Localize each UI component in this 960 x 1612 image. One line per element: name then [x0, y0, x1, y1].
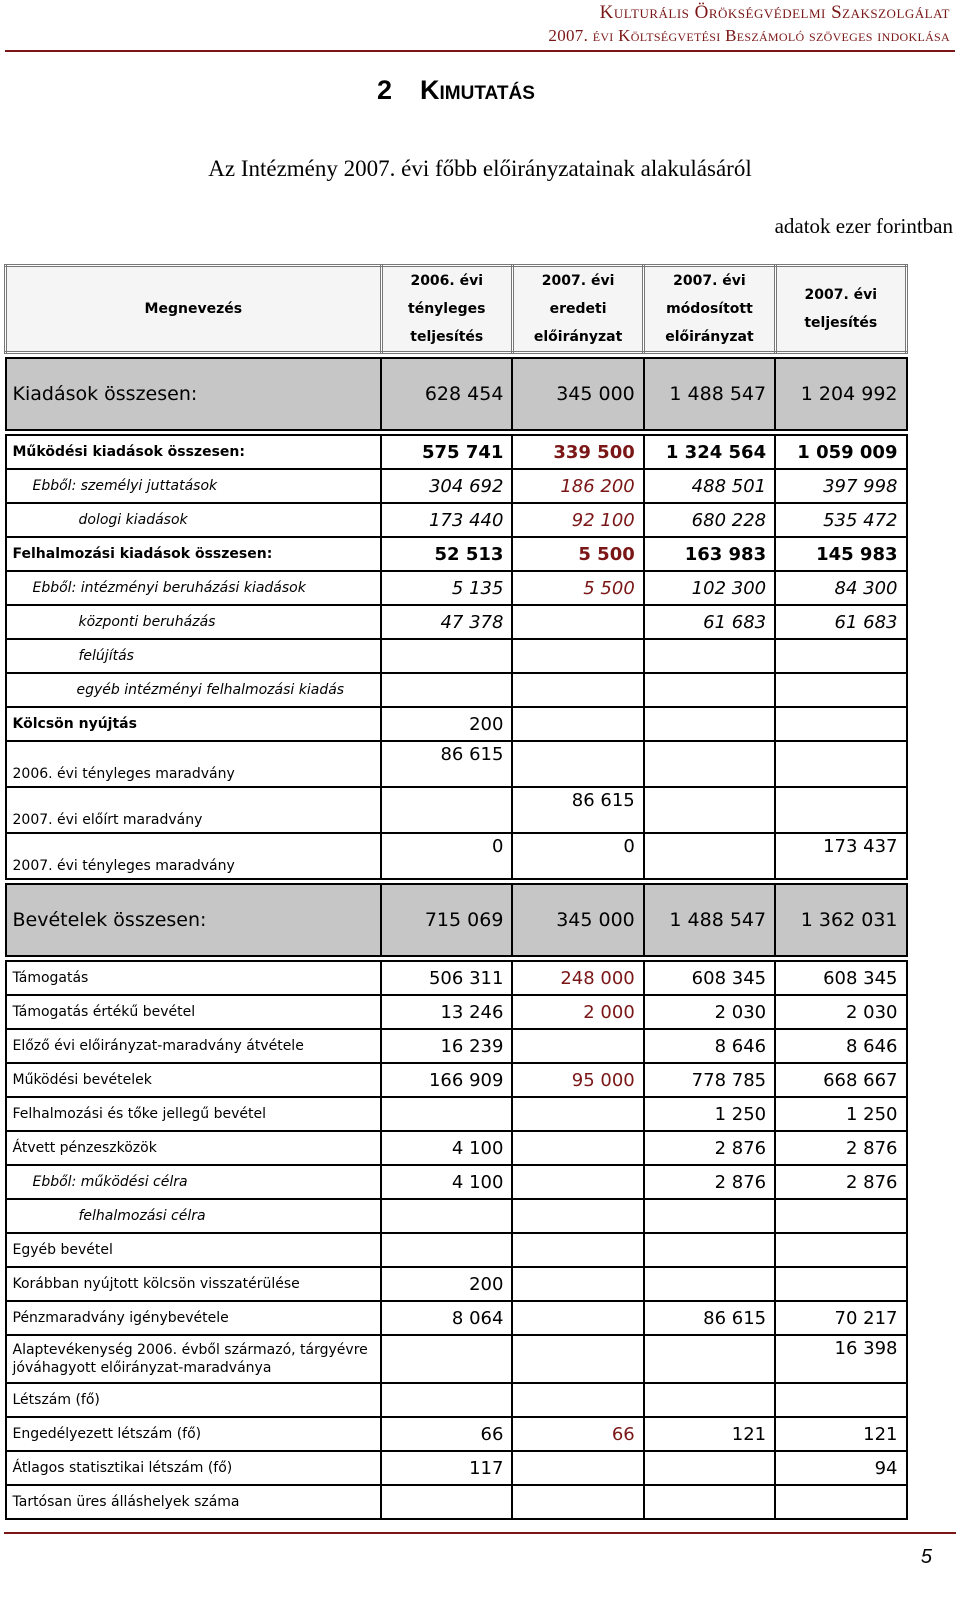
table-cell: 2 876	[644, 1131, 775, 1165]
table-cell: 608 345	[644, 961, 775, 995]
row-label: központi beruházás	[6, 605, 382, 639]
table-row	[6, 1233, 907, 1267]
table-cell: 2 876	[775, 1131, 906, 1165]
table-cell: 173 440	[381, 503, 512, 537]
table-cell	[644, 833, 775, 879]
table-cell: 8 064	[381, 1301, 512, 1335]
table-cell: 200	[381, 1267, 512, 1301]
table-cell: 2 876	[644, 1165, 775, 1199]
table-cell: 52 513	[381, 537, 512, 571]
table-cell: 488 501	[644, 469, 775, 503]
table-cell: 1 488 547	[644, 884, 775, 956]
row-label: Egyéb bevétel	[6, 1233, 382, 1267]
table-row	[6, 1029, 907, 1063]
table-cell	[644, 673, 775, 707]
table-cell	[512, 1199, 643, 1233]
table-row	[6, 707, 907, 741]
row-label: Tartósan üres álláshelyek száma	[6, 1485, 382, 1519]
table-cell: 1 324 564	[644, 435, 775, 469]
table-cell: 86 615	[381, 741, 512, 787]
col-header-2007-actual	[775, 266, 906, 353]
row-label: Ebből: működési célra	[6, 1165, 382, 1199]
table-cell	[644, 787, 775, 833]
table-cell	[775, 741, 906, 787]
table-cell	[644, 1383, 775, 1417]
table-cell: 66	[381, 1417, 512, 1451]
table-cell: 8 646	[644, 1029, 775, 1063]
table-cell: 5 135	[381, 571, 512, 605]
table-row	[6, 673, 907, 707]
table-row	[6, 503, 907, 537]
table-cell: 86 615	[512, 787, 643, 833]
table-cell: 145 983	[775, 537, 906, 571]
table-cell	[644, 639, 775, 673]
row-label: Pénzmaradvány igénybevétele	[6, 1301, 382, 1335]
table-row	[6, 1335, 907, 1383]
table-cell	[644, 1451, 775, 1485]
table-row	[6, 1301, 907, 1335]
table-row	[6, 995, 907, 1029]
table-cell: 2 030	[775, 995, 906, 1029]
table-cell	[512, 707, 643, 741]
table-cell: 345 000	[512, 358, 643, 430]
col-header-name: Megnevezés	[6, 266, 382, 353]
table-cell	[381, 673, 512, 707]
table-cell	[512, 1267, 643, 1301]
table-row	[6, 1267, 907, 1301]
table-cell: 345 000	[512, 884, 643, 956]
table-cell	[644, 1267, 775, 1301]
table-cell	[381, 1335, 512, 1383]
table-cell: 200	[381, 707, 512, 741]
table-cell	[775, 707, 906, 741]
row-label: Létszám (fő)	[6, 1383, 382, 1417]
table-row	[6, 605, 907, 639]
table-cell	[512, 1097, 643, 1131]
row-label: Felhalmozási kiadások összesen:	[6, 537, 382, 571]
row-label: Ebből: személyi juttatások	[6, 469, 382, 503]
col-header-line: előirányzat	[533, 329, 623, 345]
col-header-line: 2006. évi	[410, 273, 484, 289]
row-label: Működési kiadások összesen:	[6, 435, 382, 469]
table-cell: 535 472	[775, 503, 906, 537]
table-cell: 86 615	[644, 1301, 775, 1335]
table-cell: 5 500	[512, 571, 643, 605]
row-label: Átlagos statisztikai létszám (fő)	[6, 1451, 382, 1485]
row-label: Kölcsön nyújtás	[6, 707, 382, 741]
table-cell: 102 300	[644, 571, 775, 605]
table-cell	[512, 673, 643, 707]
table-cell: 61 683	[775, 605, 906, 639]
table-cell: 339 500	[512, 435, 643, 469]
table-cell: 92 100	[512, 503, 643, 537]
row-label: Támogatás értékű bevétel	[6, 995, 382, 1029]
table-row	[6, 571, 907, 605]
table-cell	[644, 707, 775, 741]
table-cell	[512, 1029, 643, 1063]
footer-divider	[4, 1532, 956, 1534]
revenues-total-label: Bevételek összesen:	[6, 884, 382, 956]
table-cell: 628 454	[381, 358, 512, 430]
row-label: 2007. évi tényleges maradvány	[6, 833, 382, 879]
table-cell: 13 246	[381, 995, 512, 1029]
table-row	[6, 435, 907, 469]
section-number: 2	[377, 75, 393, 105]
row-label: Felhalmozási és tőke jellegű bevétel	[6, 1097, 382, 1131]
table-cell: 121	[644, 1417, 775, 1451]
table-cell: 47 378	[381, 605, 512, 639]
row-label: Korábban nyújtott kölcsön visszatérülése	[6, 1267, 382, 1301]
table-cell: 95 000	[512, 1063, 643, 1097]
table-row	[6, 639, 907, 673]
col-header-2007-original	[512, 266, 643, 353]
table-row	[6, 469, 907, 503]
table-cell	[775, 639, 906, 673]
row-label: egyéb intézményi felhalmozási kiadás	[6, 673, 382, 707]
table-cell: 397 998	[775, 469, 906, 503]
table-cell	[512, 1233, 643, 1267]
revenues-total-row	[6, 884, 907, 956]
table-cell: 84 300	[775, 571, 906, 605]
table-cell: 680 228	[644, 503, 775, 537]
table-row	[6, 1417, 907, 1451]
table-cell: 1 488 547	[644, 358, 775, 430]
table-row	[6, 833, 907, 879]
table-row	[6, 741, 907, 787]
table-cell	[381, 1097, 512, 1131]
row-label: Engedélyezett létszám (fő)	[6, 1417, 382, 1451]
col-header-line: tényleges	[408, 301, 486, 317]
col-header-2007-modified	[644, 266, 775, 353]
row-label: Működési bevételek	[6, 1063, 382, 1097]
table-cell	[644, 741, 775, 787]
table-cell: 0	[381, 833, 512, 879]
table-cell: 70 217	[775, 1301, 906, 1335]
table-cell	[381, 1383, 512, 1417]
table-cell	[644, 1199, 775, 1233]
table-cell: 668 667	[775, 1063, 906, 1097]
header-divider	[5, 50, 955, 52]
table-cell: 1 250	[775, 1097, 906, 1131]
table-row	[6, 1485, 907, 1519]
table-cell	[512, 1301, 643, 1335]
table-cell	[381, 1485, 512, 1519]
table-cell	[775, 673, 906, 707]
col-header-2006-actual	[381, 266, 512, 353]
expenses-total-label: Kiadások összesen:	[6, 358, 382, 430]
col-header-line: 2007. évi	[673, 273, 746, 289]
header-report-title: 2007. évi Költségvetési Beszámoló szöveges indoklása	[548, 26, 950, 45]
table-cell	[512, 1165, 643, 1199]
table-cell	[512, 1383, 643, 1417]
col-header-line: eredeti	[549, 301, 607, 317]
table-cell: 16 398	[775, 1335, 906, 1383]
row-label: felhalmozási célra	[6, 1199, 382, 1233]
table-header-row	[6, 266, 907, 353]
row-label: dologi kiadások	[6, 503, 382, 537]
table-row	[6, 1165, 907, 1199]
table-cell: 1 362 031	[775, 884, 906, 956]
table-cell	[775, 787, 906, 833]
col-header-line: teljesítés	[804, 315, 878, 331]
table-cell: 4 100	[381, 1131, 512, 1165]
table-cell: 608 345	[775, 961, 906, 995]
row-label: Támogatás	[6, 961, 382, 995]
document-subtitle: Az Intézmény 2007. évi főbb előirányzatainak alakulásáról	[208, 156, 752, 181]
table-cell: 61 683	[644, 605, 775, 639]
table-cell: 163 983	[644, 537, 775, 571]
page-number: 5	[920, 1546, 932, 1568]
table-cell: 304 692	[381, 469, 512, 503]
table-cell: 1 059 009	[775, 435, 906, 469]
table-row	[6, 961, 907, 995]
table-cell: 715 069	[381, 884, 512, 956]
table-cell: 1 250	[644, 1097, 775, 1131]
table-cell	[381, 639, 512, 673]
table-cell: 0	[512, 833, 643, 879]
table-cell: 173 437	[775, 833, 906, 879]
table-cell: 66	[512, 1417, 643, 1451]
table-cell	[512, 1451, 643, 1485]
table-cell: 8 646	[775, 1029, 906, 1063]
table-cell	[644, 1335, 775, 1383]
col-header-line: 2007. évi	[804, 287, 878, 303]
table-cell	[512, 639, 643, 673]
table-cell: 4 100	[381, 1165, 512, 1199]
table-cell	[512, 1485, 643, 1519]
table-row	[6, 1097, 907, 1131]
table-row	[6, 787, 907, 833]
table-cell	[644, 1485, 775, 1519]
row-label: 2007. évi előírt maradvány	[6, 787, 382, 833]
table-cell: 121	[775, 1417, 906, 1451]
row-label: Átvett pénzeszközök	[6, 1131, 382, 1165]
table-row	[6, 1383, 907, 1417]
table-cell	[644, 1233, 775, 1267]
table-cell	[381, 1199, 512, 1233]
row-label: Előző évi előirányzat-maradvány átvétele	[6, 1029, 382, 1063]
budget-table	[4, 264, 908, 1520]
table-cell: 16 239	[381, 1029, 512, 1063]
table-cell	[775, 1485, 906, 1519]
table-cell: 94	[775, 1451, 906, 1485]
table-cell	[512, 1131, 643, 1165]
table-cell: 117	[381, 1451, 512, 1485]
table-cell: 1 204 992	[775, 358, 906, 430]
table-cell	[775, 1267, 906, 1301]
table-cell	[381, 1233, 512, 1267]
table-row	[6, 537, 907, 571]
table-cell: 2 876	[775, 1165, 906, 1199]
table-cell: 778 785	[644, 1063, 775, 1097]
table-cell: 2 000	[512, 995, 643, 1029]
expenses-total-row	[6, 358, 907, 430]
col-header-line: 2007. évi	[541, 273, 615, 289]
table-row	[6, 1131, 907, 1165]
section-heading	[377, 75, 535, 106]
table-cell	[775, 1383, 906, 1417]
table-cell: 2 030	[644, 995, 775, 1029]
table-cell: 248 000	[512, 961, 643, 995]
col-header-line: előirányzat	[665, 329, 754, 345]
col-header-line: módosított	[666, 301, 753, 317]
header-org-name: Kulturális Örökségvédelmi Szakszolgálat	[599, 2, 950, 23]
table-cell	[512, 1335, 643, 1383]
section-title: Kimutatás	[420, 75, 535, 105]
row-label: 2006. évi tényleges maradvány	[6, 741, 382, 787]
table-cell: 575 741	[381, 435, 512, 469]
table-cell	[775, 1199, 906, 1233]
table-row	[6, 1199, 907, 1233]
table-cell	[512, 741, 643, 787]
table-cell: 186 200	[512, 469, 643, 503]
table-row	[6, 1063, 907, 1097]
row-label: Alaptevékenység 2006. évből származó, tárgyévre jóváhagyott előirányzat-maradványa	[6, 1335, 382, 1383]
table-cell: 506 311	[381, 961, 512, 995]
col-header-line: teljesítés	[410, 329, 484, 345]
table-cell	[775, 1233, 906, 1267]
table-cell: 5 500	[512, 537, 643, 571]
table-cell	[381, 787, 512, 833]
row-label: felújítás	[6, 639, 382, 673]
table-row	[6, 1451, 907, 1485]
table-cell	[512, 605, 643, 639]
row-label: Ebből: intézményi beruházási kiadások	[6, 571, 382, 605]
unit-note: adatok ezer forintban	[774, 214, 953, 238]
table-cell: 166 909	[381, 1063, 512, 1097]
